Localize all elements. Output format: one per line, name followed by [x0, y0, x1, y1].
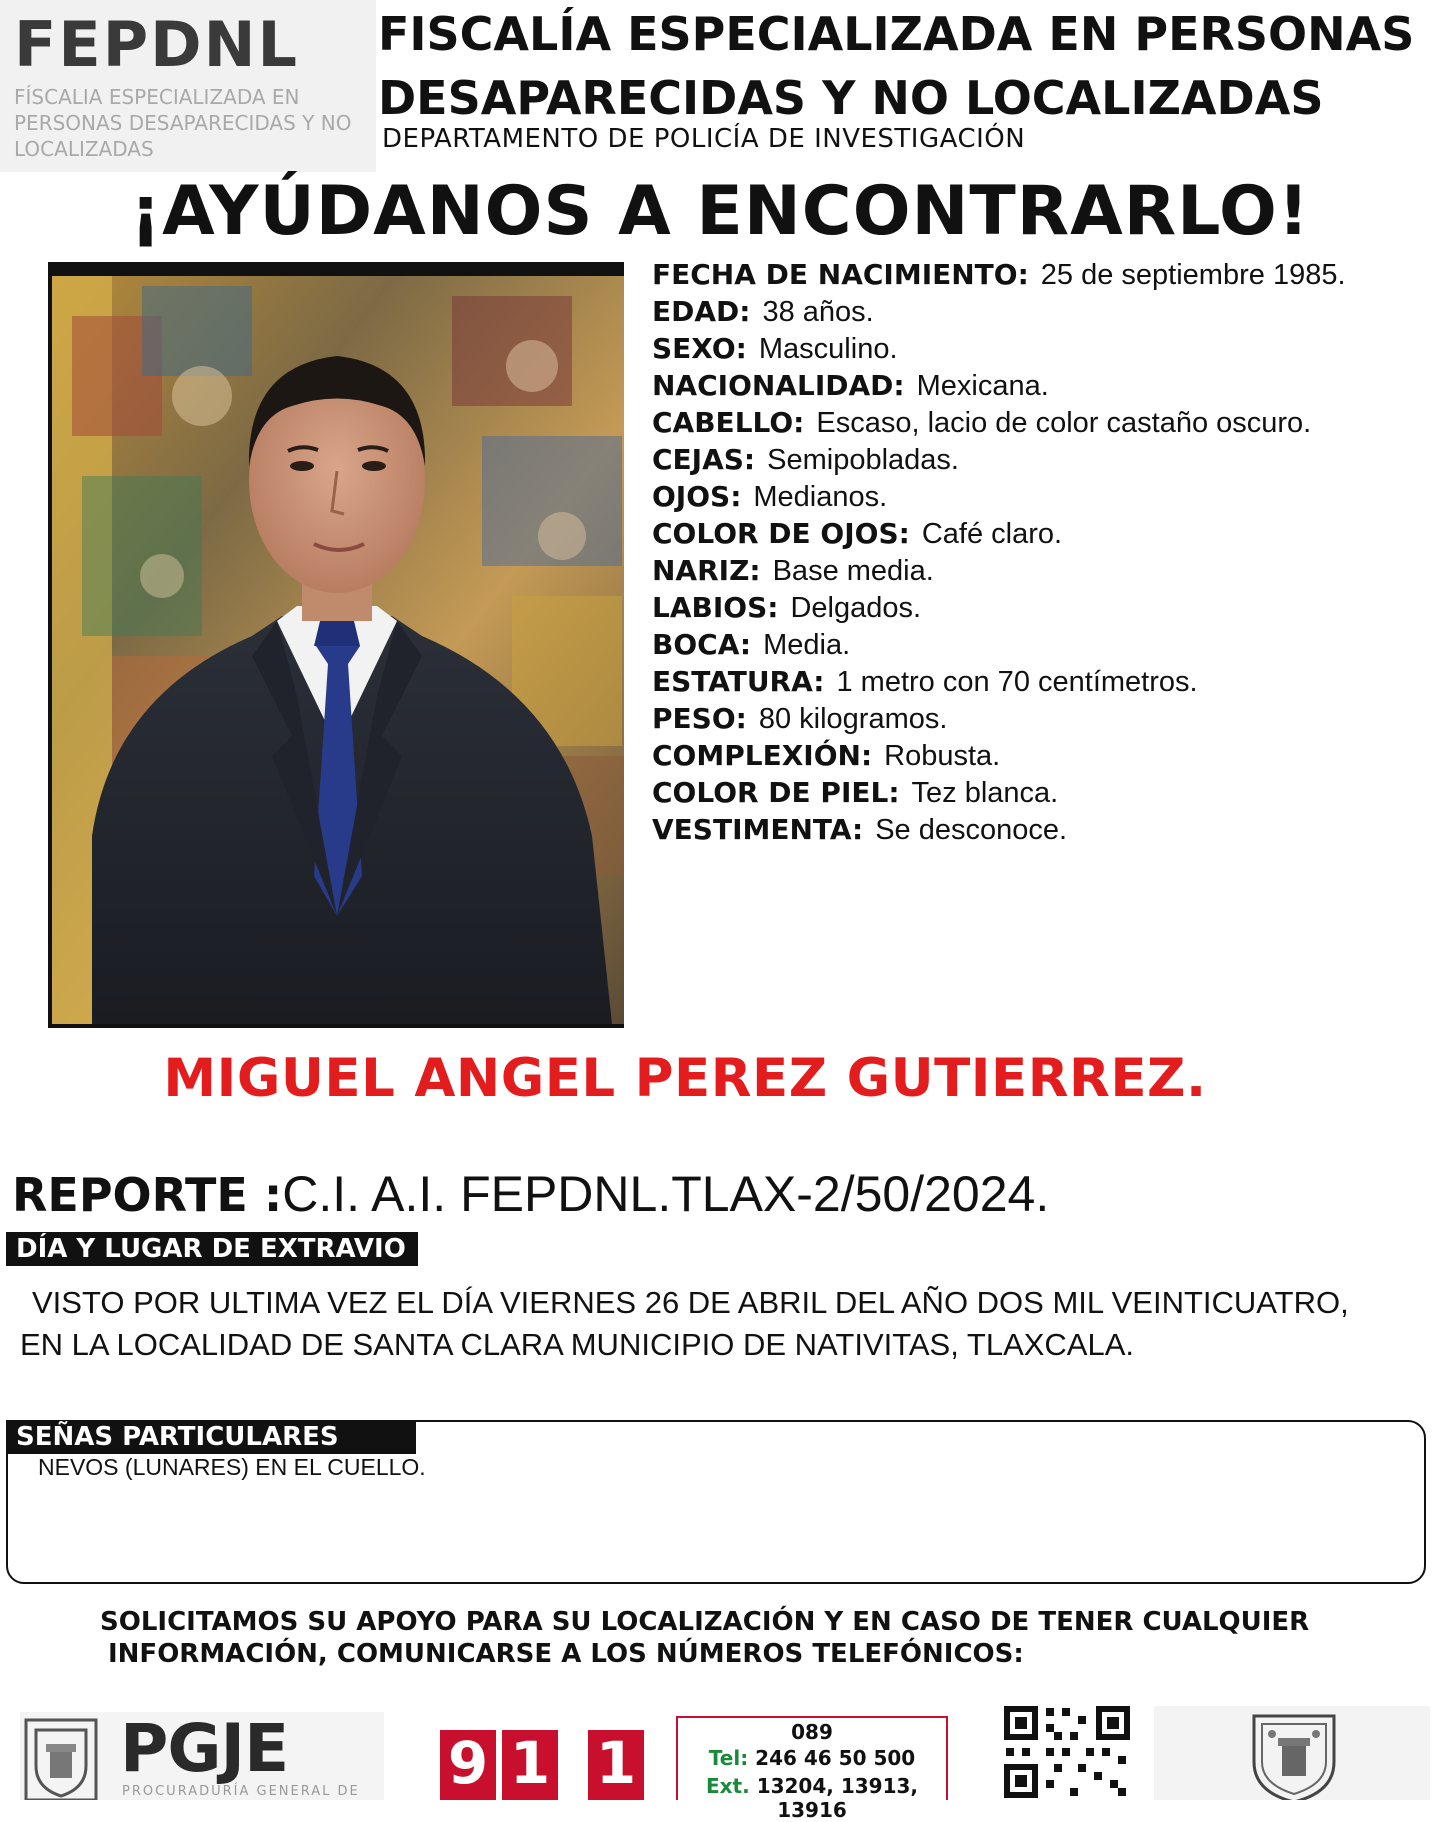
- detail-value: 1 metro con 70 centímetros.: [836, 666, 1198, 698]
- agency-title: FISCALÍA ESPECIALIZADA EN PERSONAS DESAPARECIDAS Y NO LOCALIZADAS: [378, 7, 1415, 125]
- qr-code-icon[interactable]: [1002, 1704, 1132, 1800]
- request-line-1: SOLICITAMOS SU APOYO PARA SU LOCALIZACIÓN Y EN CASO DE TENER CUALQUIER: [100, 1607, 1310, 1637]
- detail-value: 38 años.: [762, 296, 874, 328]
- detail-label: LABIOS:: [652, 591, 779, 624]
- detail-row: [652, 330, 1440, 367]
- state-seal-logo: [1154, 1706, 1430, 1800]
- detail-label: COMPLEXIÓN:: [652, 739, 873, 772]
- detail-row: [652, 441, 1440, 478]
- pgje-subtitle: PROCURADURÍA GENERAL DE: [122, 1784, 360, 1799]
- detail-label: BOCA:: [652, 628, 752, 661]
- detail-value: Escaso, lacio de color castaño oscuro.: [816, 407, 1312, 439]
- phone-ext-label: Ext.: [705, 1774, 750, 1798]
- detail-row: [652, 737, 1440, 774]
- detail-row: [652, 256, 1440, 293]
- detail-label: VESTIMENTA:: [652, 813, 864, 846]
- marks-section-title: SEÑAS PARTICULARES: [6, 1420, 416, 1454]
- detail-label: COLOR DE OJOS:: [652, 517, 910, 550]
- detail-value: Semipobladas.: [767, 444, 959, 476]
- detail-value: Robusta.: [884, 740, 1001, 772]
- phone-ext: [676, 1774, 948, 1822]
- detail-value: Mexicana.: [916, 370, 1049, 402]
- detail-label: SEXO:: [652, 332, 747, 365]
- lost-section-title: DÍA Y LUGAR DE EXTRAVIO: [6, 1232, 418, 1266]
- phone-tel-label: Tel:: [708, 1746, 749, 1770]
- detail-label: NACIONALIDAD:: [652, 369, 905, 402]
- emergency-digit-3: 1: [588, 1730, 644, 1800]
- report-number: [12, 1165, 1049, 1223]
- detail-label: NARIZ:: [652, 554, 761, 587]
- detail-row: [652, 404, 1440, 441]
- detail-row: [652, 663, 1440, 700]
- phone-ext-numbers: 13204, 13913, 13916: [756, 1774, 919, 1822]
- report-label: REPORTE :: [12, 1168, 283, 1222]
- detail-label: EDAD:: [652, 295, 751, 328]
- detail-value: Tez blanca.: [911, 777, 1059, 809]
- pgje-name: PGJE: [120, 1710, 289, 1787]
- department-name: DEPARTAMENTO DE POLICÍA DE INVESTIGACIÓN: [382, 124, 1026, 154]
- headline: ¡AYÚDANOS A ENCONTRARLO!: [130, 172, 1310, 251]
- detail-row: [652, 774, 1440, 811]
- state-crest-icon: [22, 1716, 100, 1800]
- detail-label: FECHA DE NACIMIENTO:: [652, 258, 1029, 291]
- contact-request: [100, 1606, 1400, 1670]
- phone-089: 089: [791, 1720, 833, 1744]
- detail-row: [652, 367, 1440, 404]
- lost-text-line-2: EN LA LOCALIDAD DE SANTA CLARA MUNICIPIO DE NATIVITAS, TLAXCALA.: [20, 1327, 1135, 1362]
- detail-value: 80 kilogramos.: [758, 703, 948, 735]
- detail-value: Media.: [763, 629, 851, 661]
- detail-row: [652, 589, 1440, 626]
- logo-acronym: FEPDNL: [14, 8, 300, 81]
- detail-row: [652, 811, 1440, 848]
- detail-row: [652, 478, 1440, 515]
- detail-value: Base media.: [772, 555, 934, 587]
- phone-tel: [676, 1746, 948, 1770]
- missing-person-photo: [48, 262, 624, 1028]
- phone-tel-number: 246 46 50 500: [755, 1746, 916, 1770]
- detail-label: CABELLO:: [652, 406, 805, 439]
- emergency-digit-2: 1: [502, 1730, 558, 1800]
- report-value: C.I. A.I. FEPDNL.TLAX-2/50/2024.: [282, 1166, 1050, 1222]
- detail-label: ESTATURA:: [652, 665, 825, 698]
- detail-row: [652, 515, 1440, 552]
- detail-label: COLOR DE PIEL:: [652, 776, 900, 809]
- detail-label: CEJAS:: [652, 443, 756, 476]
- detail-row: [652, 626, 1440, 663]
- request-line-2: INFORMACIÓN, COMUNICARSE A LOS NÚMEROS TELEFÓNICOS:: [108, 1639, 1024, 1669]
- person-details: [652, 256, 1440, 848]
- detail-row: [652, 552, 1440, 589]
- person-name: MIGUEL ANGEL PEREZ GUTIERREZ.: [163, 1048, 1207, 1109]
- detail-value: Delgados.: [790, 592, 922, 624]
- detail-value: Masculino.: [758, 333, 898, 365]
- detail-row: [652, 293, 1440, 330]
- detail-value: Café claro.: [921, 518, 1063, 550]
- detail-value: 25 de septiembre 1985.: [1040, 259, 1346, 291]
- emergency-digit-1: 9: [440, 1730, 496, 1800]
- marks-section-text: NEVOS (LUNARES) EN EL CUELLO.: [38, 1454, 426, 1480]
- logo-subtitle: FÍSCALIA ESPECIALIZADA EN PERSONAS DESAPARECIDAS Y NO LOCALIZADAS: [14, 85, 352, 161]
- detail-row: [652, 700, 1440, 737]
- lost-text-line-1: VISTO POR ULTIMA VEZ EL DÍA VIERNES 26 DE ABRIL DEL AÑO DOS MIL VEINTICUATRO,: [32, 1285, 1349, 1320]
- lost-section-text: [20, 1282, 1420, 1366]
- detail-label: PESO:: [652, 702, 747, 735]
- detail-label: OJOS:: [652, 480, 742, 513]
- detail-value: Medianos.: [753, 481, 888, 513]
- detail-value: Se desconoce.: [875, 814, 1068, 846]
